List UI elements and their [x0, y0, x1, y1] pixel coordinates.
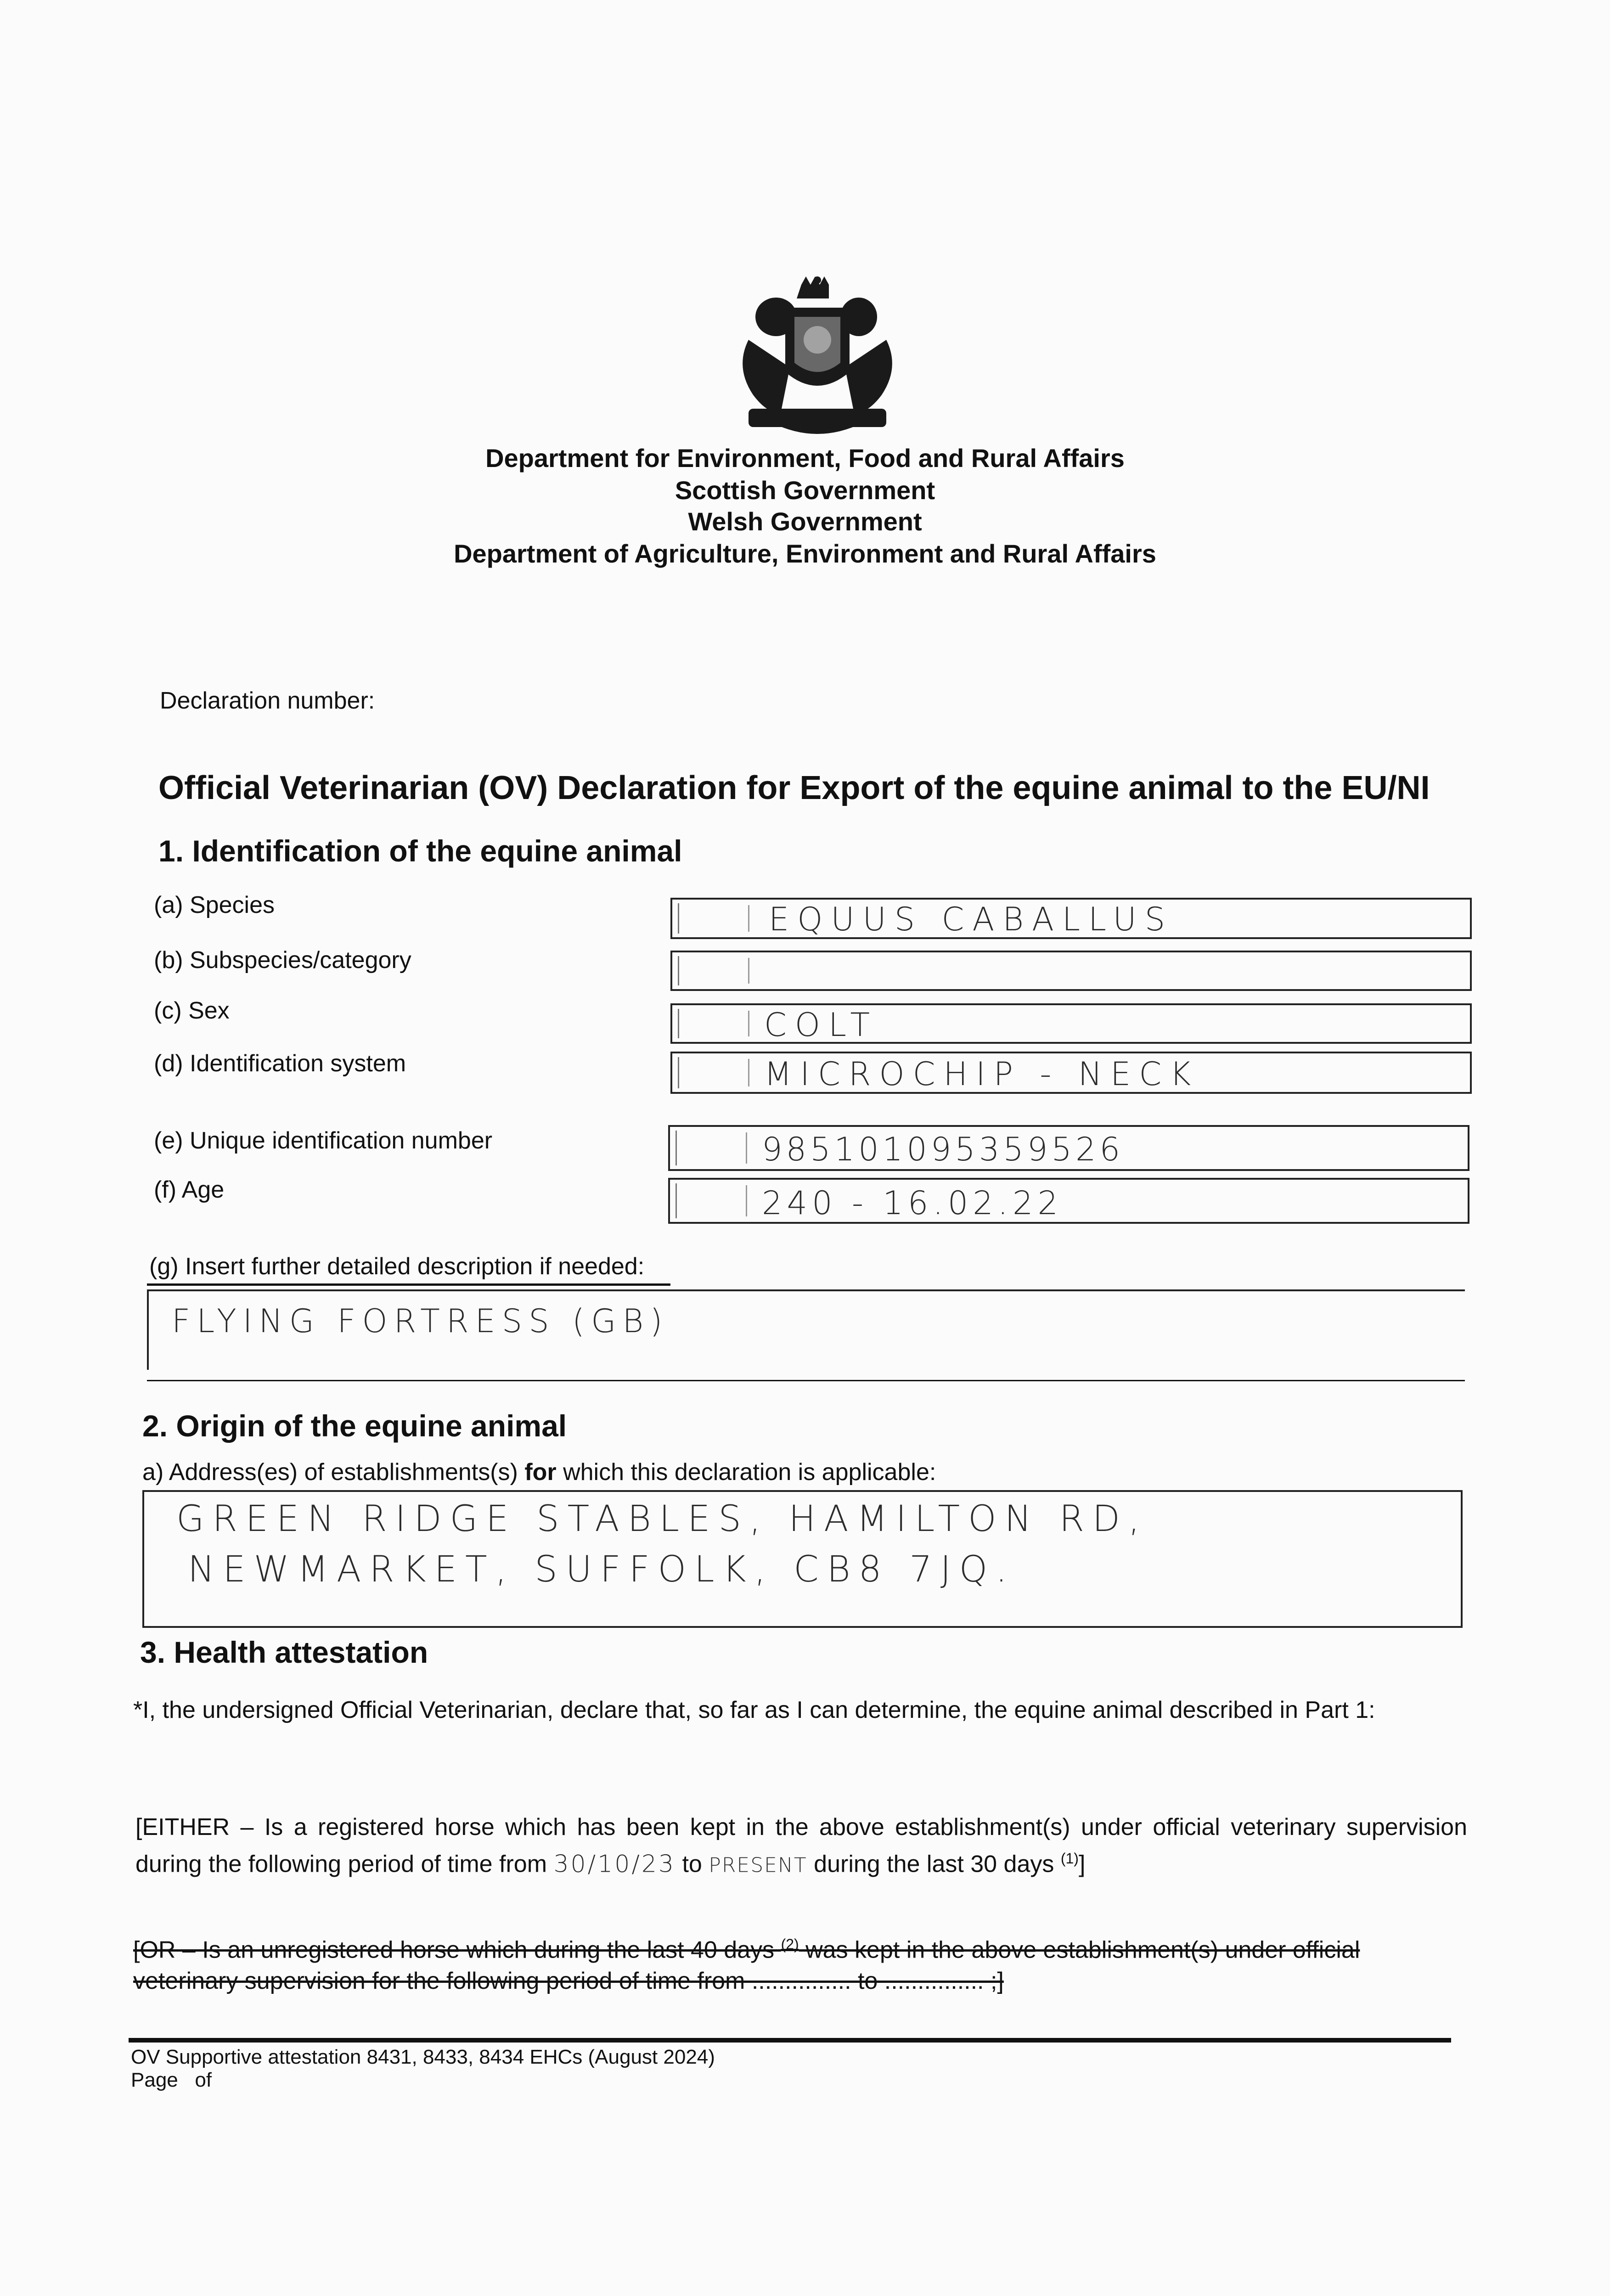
subspecies-field[interactable] [670, 951, 1472, 991]
department-scottish-government: Scottish Government [675, 476, 935, 505]
field-margin-mark [678, 1009, 679, 1038]
further-description-field[interactable] [147, 1289, 1465, 1370]
either-from-date[interactable]: 30/10/23 [553, 1850, 676, 1878]
identification-system-value: MICROCHIP - NECK [764, 1055, 1199, 1093]
further-description-value: FLYING FORTRESS (GB) [172, 1302, 669, 1340]
field-margin-mark [678, 903, 679, 934]
field-margin-mark [676, 1131, 677, 1165]
address-line-1: GREEN RIDGE STABLES, HAMILTON RD, [176, 1498, 1148, 1540]
field-margin-mark [676, 1183, 677, 1218]
footer-rule [129, 2038, 1451, 2043]
address-label: a) Address(es) of establishments(s) for which this declaration is applicable: [142, 1459, 936, 1486]
field-margin-mark [748, 1011, 749, 1036]
footer-page-number: Page of [131, 2069, 212, 2091]
field-margin-mark [746, 1132, 747, 1164]
declaration-number-label: Declaration number: [160, 687, 375, 714]
field-bottom-rule [147, 1380, 1465, 1381]
address-field[interactable] [142, 1490, 1463, 1628]
either-to-date[interactable]: PRESENT [709, 1853, 807, 1877]
identification-system-label: (d) Identification system [154, 1050, 406, 1077]
page-title: Official Veterinarian (OV) Declaration for Export of the equine animal to the EU/NI [158, 770, 1430, 806]
unique-id-value: 985101095359526 [762, 1131, 1124, 1168]
age-label: (f) Age [154, 1176, 225, 1203]
label-underline [147, 1283, 670, 1286]
further-description-label: (g) Insert further detailed description if needed: [149, 1253, 645, 1280]
department-welsh-government: Welsh Government [688, 507, 922, 536]
subspecies-label: (b) Subspecies/category [154, 947, 411, 974]
identification-system-field[interactable] [670, 1052, 1472, 1094]
species-label: (a) Species [154, 892, 275, 918]
field-margin-mark [748, 905, 749, 932]
field-margin-mark [678, 1057, 679, 1088]
species-field[interactable] [670, 898, 1472, 939]
age-field[interactable] [668, 1178, 1469, 1224]
address-line-2: NEWMARKET, SUFFOLK, CB8 7JQ. [188, 1549, 1015, 1590]
royal-coat-of-arms-emblem [721, 276, 914, 441]
footer-attestation-reference: OV Supportive attestation 8431, 8433, 8434 EHCs (August 2024) [131, 2046, 715, 2068]
unique-id-label: (e) Unique identification number [154, 1127, 493, 1154]
section-1-heading: 1. Identification of the equine animal [158, 834, 682, 868]
or-clause-struck-through: [OR – Is an unregistered horse which during the last 40 days $^{(2)}$ was kept in the above establishment(s) under official veterinary supervision for the following period of time from ............... to ............... ;] [133, 1936, 1360, 1995]
department-defra: Department for Environment, Food and Rural Affairs [485, 444, 1125, 473]
department-daera: Department of Agriculture, Environment and Rural Affairs [454, 539, 1156, 568]
unique-id-field[interactable] [668, 1125, 1469, 1171]
section-3-heading: 3. Health attestation [140, 1635, 428, 1669]
field-margin-mark [748, 958, 749, 984]
species-value: EQUUS CABALLUS [769, 900, 1174, 938]
field-margin-mark [746, 1185, 747, 1216]
either-clause: [EITHER – Is a registered horse which has been kept in the above establishment(s) under official veterinary supervision during the following period of time from 30/10/23 to PRESENT during the last 30 days $^{(1)}$] [135, 1814, 1467, 1878]
section-2-heading: 2. Origin of the equine animal [142, 1409, 567, 1443]
field-margin-mark [748, 1059, 749, 1086]
sex-field[interactable] [670, 1003, 1472, 1044]
field-margin-mark [678, 956, 679, 985]
age-value: 240 - 16.02.22 [762, 1184, 1063, 1222]
health-attestation-intro: *I, the undersigned Official Veterinarian, declare that, so far as I can determine, the equine animal described in Part 1: [133, 1697, 1375, 1723]
sex-value: COLT [764, 1006, 878, 1044]
sex-label: (c) Sex [154, 997, 230, 1024]
